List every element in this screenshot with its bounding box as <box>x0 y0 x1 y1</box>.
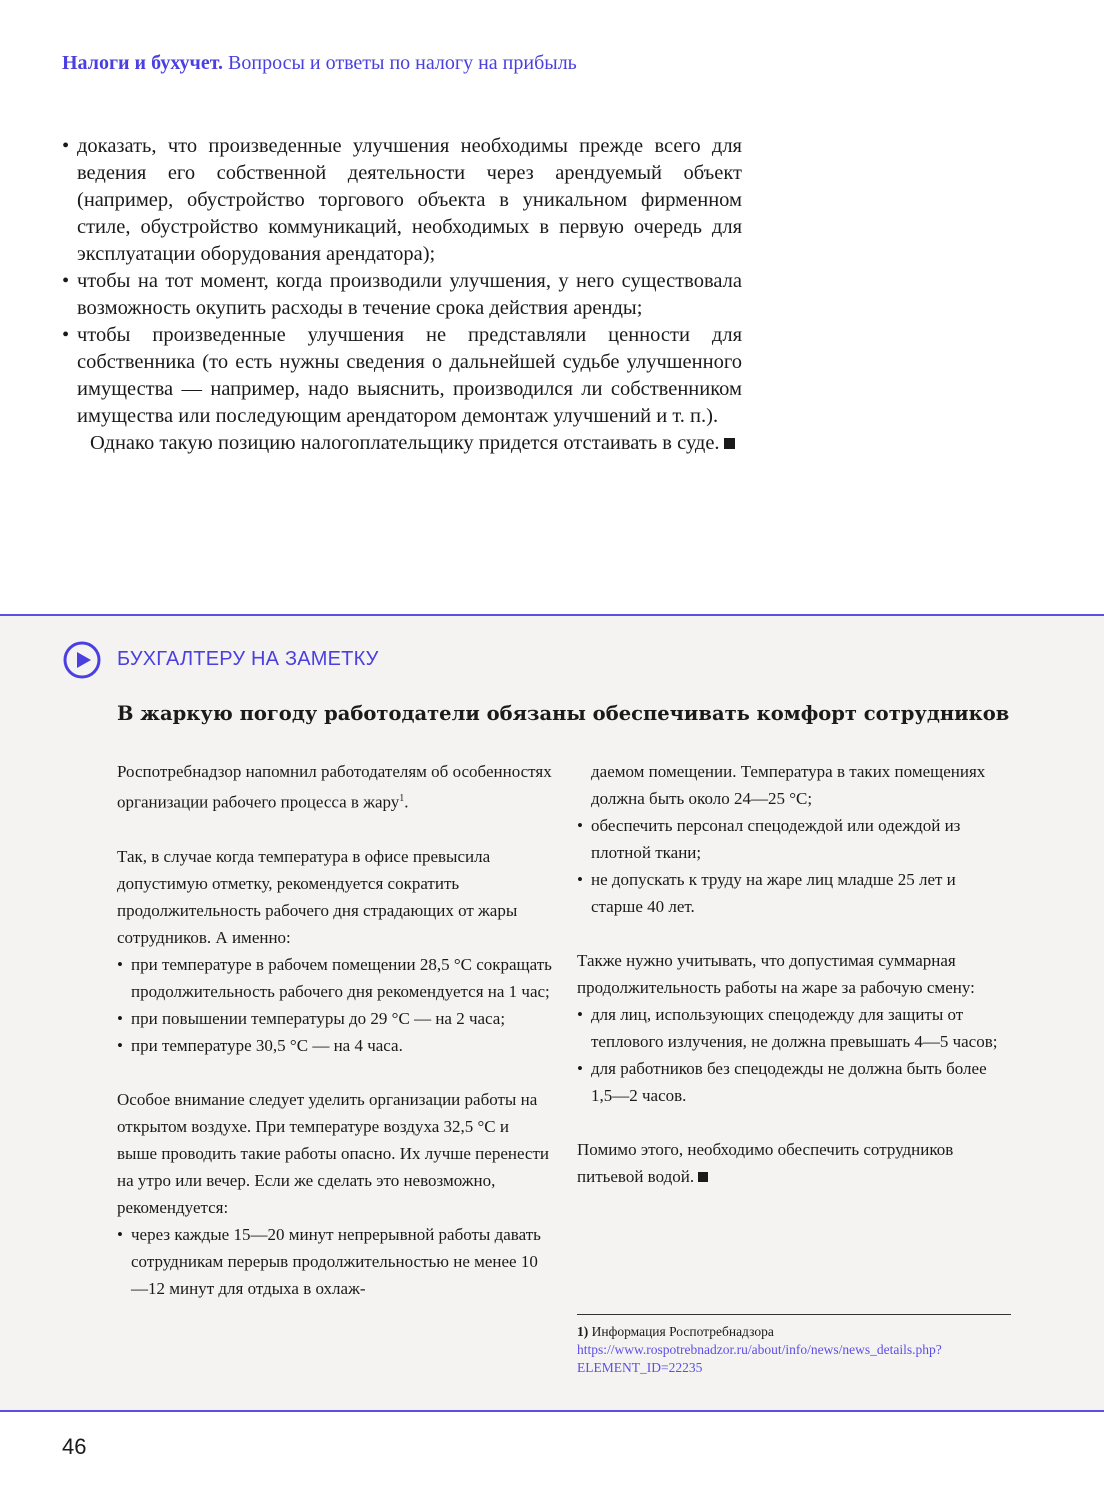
note-title: В жаркую погоду работодатели обязаны обеспечивать комфорт сотрудников <box>117 702 1010 725</box>
paragraph: Также нужно учитывать, что допустимая суммарная продолжительность работы на жаре за рабочую смену: <box>577 951 975 997</box>
play-icon <box>63 641 101 679</box>
running-header <box>62 52 577 75</box>
list-item: • при температуре в рабочем помещении 28,5 °C сокращать продолжительность рабочего дня рекомендуется на 1 час; <box>117 951 553 1005</box>
main-text <box>62 133 742 457</box>
end-mark-icon <box>698 1172 708 1182</box>
note-column-left <box>117 758 553 1302</box>
list-item: • доказать, что произведенные улучшения необходимы прежде всего для ведения его собственной деятельности через арендуемый объект (например, обустройство торгового объекта в уникальном фирменном стиле, обустройство коммуникаций, необходимых в первую очередь для эксплуатации оборудования арендатора); <box>62 133 742 268</box>
footnote <box>577 1323 1011 1377</box>
paragraph: Так, в случае когда температура в офисе превысила допустимую отметку, рекомендуется сократить продолжительность рабочего дня страдающих от жары сотрудников. А именно: <box>117 846 518 947</box>
closing-text: Однако такую позицию налогоплательщику придется отстаивать в суде. <box>90 432 720 454</box>
paragraph-end: . <box>404 792 409 812</box>
list-item: • при повышении температуры до 29 °C — на 2 часа; <box>117 1005 553 1032</box>
outdoor-list <box>117 1221 553 1302</box>
reduction-list <box>117 951 553 1059</box>
list-item: • через каждые 15—20 минут непрерывной работы давать сотрудникам перерыв продолжительностью не менее 10—12 минут для отдыха в охлаж- <box>117 1221 553 1302</box>
list-item: • чтобы на тот момент, когда производили улучшения, у него существовала возможность окупить расходы в течение срока действия аренды; <box>62 268 742 322</box>
list-item: • при температуре 30,5 °C — на 4 часа. <box>117 1032 553 1059</box>
duration-list <box>577 1001 1011 1109</box>
note-label: БУХГАЛТЕРУ НА ЗАМЕТКУ <box>117 648 379 670</box>
page-number: 46 <box>62 1434 87 1459</box>
footnote-link[interactable]: https://www.rospotrebnadzor.ru/about/info/news/news_details.php?ELEMENT_ID=22235 <box>577 1342 942 1375</box>
conditions-list <box>62 133 742 430</box>
closing-paragraph <box>62 430 742 457</box>
list-item: • не допускать к труду на жаре лиц младше 25 лет и старше 40 лет. <box>577 866 1011 920</box>
paragraph: Особое внимание следует уделить организации работы на открытом воздухе. При температуре воздуха 32,5 °C и выше проводить такие работы опасно. Их лучше перенести на утро или вечер. Если же сделать это невозможно, рекомендуется: <box>117 1089 549 1217</box>
list-item: • чтобы произведенные улучшения не представляли ценности для собственника (то есть нужны сведения о дальнейшей судьбе улучшенного имущества — например, надо выяснить, производился ли собственником имущества или последующим арендатором демонтаж улучшений и т. п.). <box>62 322 742 430</box>
note-column-right <box>577 758 1011 1190</box>
outdoor-list-continued <box>577 812 1011 920</box>
footnote-text: Информация Роспотребнадзора <box>588 1324 774 1339</box>
list-item-continuation: даемом помещении. Температура в таких помещениях должна быть около 24—25 °C; <box>591 762 986 808</box>
paragraph-text: Роспотребнадзор напомнил работодателям об особенностях организации рабочего процесса в жару <box>117 762 552 812</box>
paragraph-text: Помимо этого, необходимо обеспечить сотрудников питьевой водой. <box>577 1140 954 1186</box>
footnote-number: 1) <box>577 1324 589 1339</box>
paragraph <box>577 1136 1011 1190</box>
footnote-ref: 1 <box>399 793 405 804</box>
list-item: • для лиц, использующих спецодежду для защиты от теплового излучения, не должна превышать 4—5 часов; <box>577 1001 1011 1055</box>
paragraph <box>117 758 553 816</box>
header-subtitle: Вопросы и ответы по налогу на прибыль <box>223 52 577 74</box>
list-item: • обеспечить персонал спецодеждой или одеждой из плотной ткани; <box>577 812 1011 866</box>
end-mark-icon <box>724 438 735 449</box>
footnote-divider <box>577 1314 1011 1315</box>
list-item: • для работников без спецодежды не должна быть более 1,5—2 часов. <box>577 1055 1011 1109</box>
header-section: Налоги и бухучет. <box>62 52 224 74</box>
